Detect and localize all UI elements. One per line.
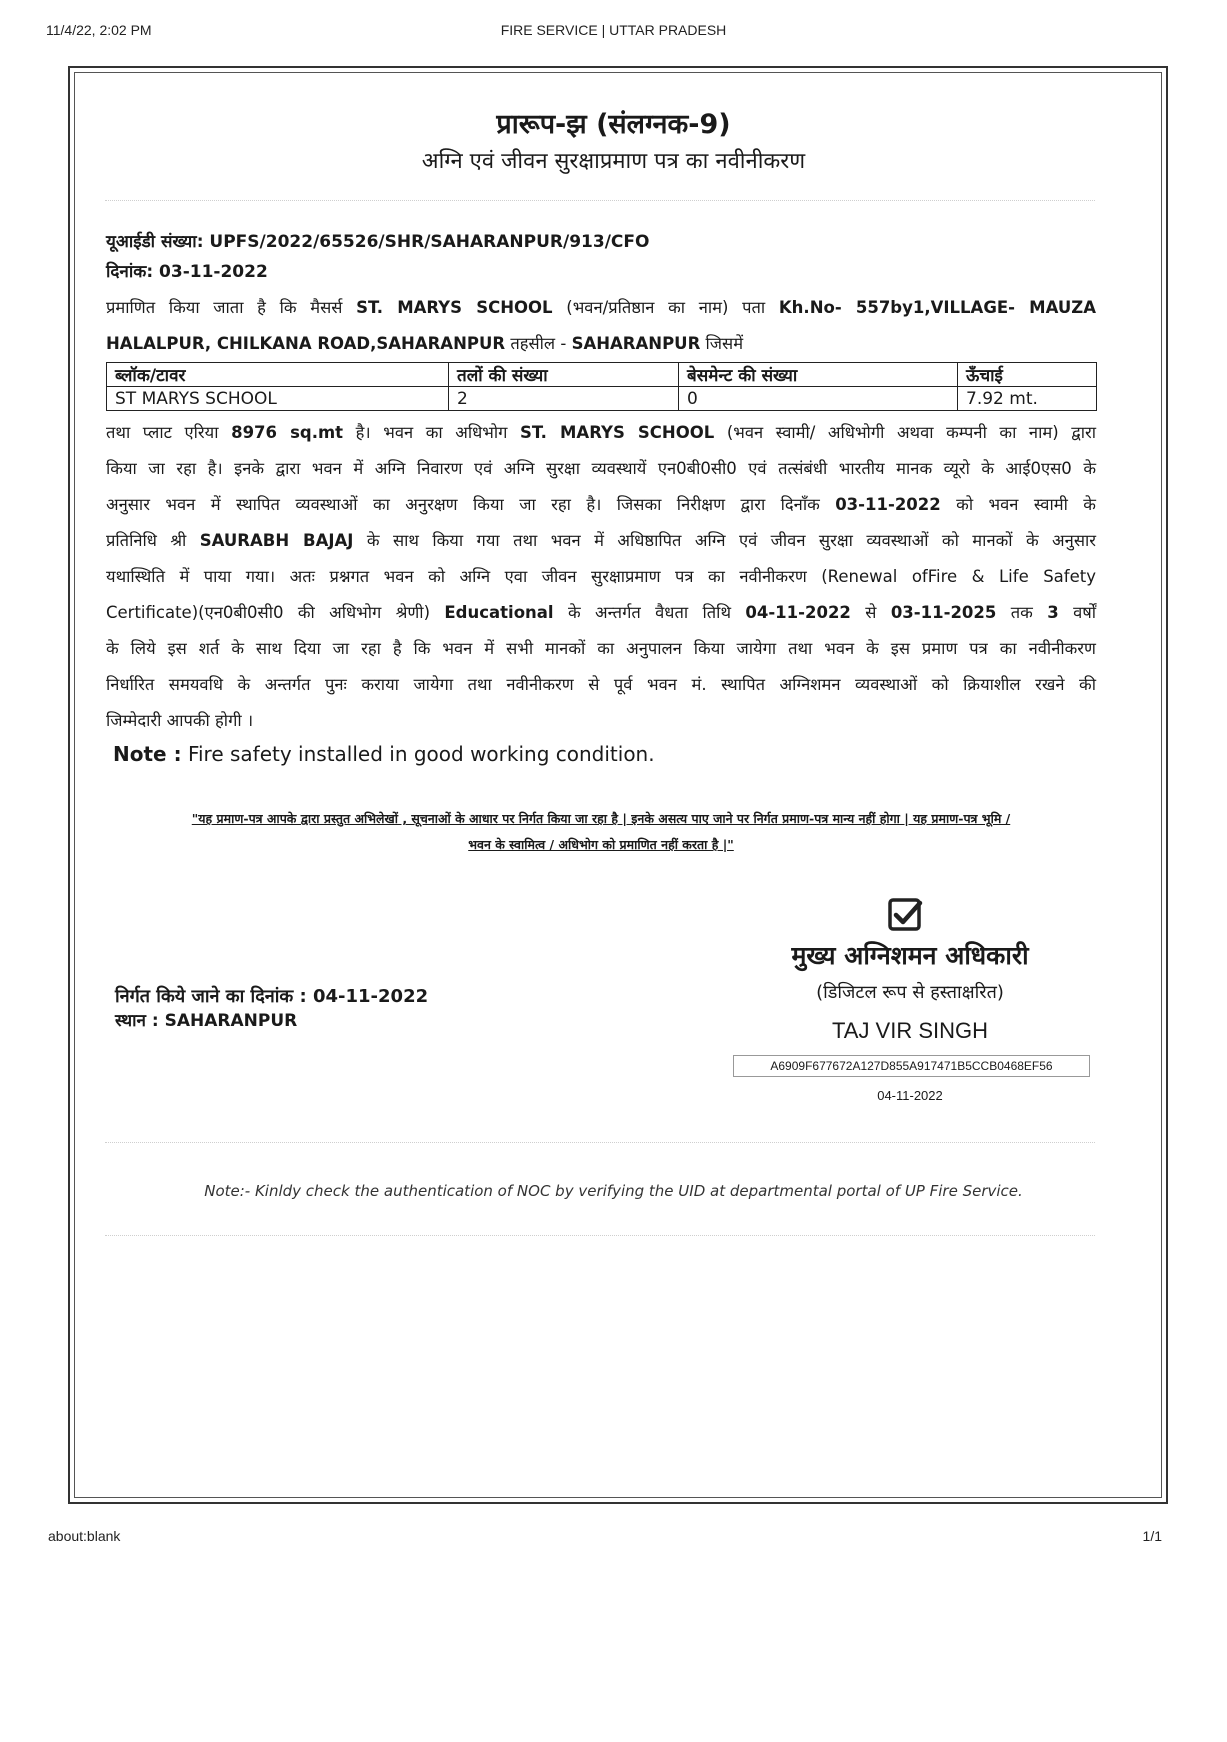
body-text: अनुसार भवन में स्थापित व्यवस्थाओं का अनुरक्षण किया जा रहा है। जिसका निरीक्षण द्वारा दिनाँक <box>106 495 820 514</box>
intro-line-2 <box>106 326 1096 362</box>
intro-paragraph <box>106 290 1096 362</box>
body-line-7: के लिये इस शर्त के साथ दिया जा रहा है कि भवन में सभी मानकों का अनुपालन किया जायेगा तथा भवन के इस प्रमाण पत्र का नवीनीकरण <box>106 639 1096 658</box>
uid-label: यूआईडी संख्या: <box>106 232 204 252</box>
issue-date-value: 04-11-2022 <box>312 986 429 1007</box>
date-value: 03-11-2022 <box>159 262 268 282</box>
table-cell: 7.92 mt. <box>958 387 1097 411</box>
body-text: के अन्तर्गत वैधता तिथि <box>567 603 731 622</box>
divider <box>105 200 1095 201</box>
inspection-date: 03-11-2022 <box>835 495 941 514</box>
issue-date-label: निर्गत किये जाने का दिनांक : <box>115 986 307 1007</box>
place-label: स्थान : <box>115 1011 159 1031</box>
digital-signature-note: (डिजिटल रूप से हस्ताक्षरित) <box>816 982 1004 1003</box>
issue-date-line <box>115 984 428 1008</box>
body-text: तथा प्लाट एरिया <box>106 423 219 442</box>
body-line-6 <box>106 595 1096 631</box>
intro-text: तहसील - <box>510 334 567 353</box>
print-datetime: 11/4/22, 2:02 PM <box>46 22 152 38</box>
table-header: ऊँचाई <box>958 363 1097 387</box>
plot-area: 8976 sq.mt <box>231 423 344 442</box>
body-line-8: निर्धारित समयवधि के अन्तर्गत पुनः कराया जायेगा तथा नवीनीकरण से पूर्व भवन मं. स्थापित अग्निशमन व्यवस्थाओं को क्रियाशील रखने की <box>106 675 1096 694</box>
validity-years: 3 <box>1047 603 1059 622</box>
signature-hash: A6909F677672A127D855A917471B5CCB0468EF56 <box>733 1055 1090 1077</box>
valid-from-date: 04-11-2022 <box>745 603 851 622</box>
address-part-1: Kh.No- 557by1,VILLAGE- MAUZA <box>778 298 1096 317</box>
body-text: तक <box>1010 603 1033 622</box>
certificate-subtitle: अग्नि एवं जीवन सुरक्षाप्रमाण पत्र का नवीनीकरण <box>421 149 806 174</box>
table-header: तलों की संख्या <box>449 363 679 387</box>
establishment-name: ST. MARYS SCHOOL <box>356 298 553 317</box>
place-line <box>115 1008 297 1031</box>
body-line-1 <box>106 415 1096 451</box>
divider <box>105 1235 1095 1236</box>
date-line <box>106 261 268 283</box>
table-header-row <box>107 363 1097 387</box>
table-cell: ST MARYS SCHOOL <box>107 387 449 411</box>
certificate-body <box>106 415 1096 739</box>
uid-value: UPFS/2022/65526/SHR/SAHARANPUR/913/CFO <box>209 232 650 252</box>
body-text: से <box>865 603 877 622</box>
body-line-2: किया जा रहा है। इनके द्वारा भवन में अग्नि निवारण एवं अग्नि सुरक्षा व्यवस्थायें एन0बी0सी0 एवं तत्संबंधी भारतीय मानक व्यूरो के आई0एस0 के <box>106 459 1096 478</box>
checkbox-checked-icon <box>887 897 923 933</box>
signatory-designation: मुख्य अग्निशमन अधिकारी <box>791 941 1029 970</box>
intro-text: जिसमें <box>705 334 744 353</box>
building-table <box>106 362 1097 411</box>
certificate-inner-border <box>74 72 1162 1498</box>
intro-line-1 <box>106 290 1096 326</box>
representative-name: SAURABH BAJAJ <box>199 531 354 550</box>
disclaimer <box>96 806 1106 858</box>
table-cell: 2 <box>449 387 679 411</box>
table-header: बेसमेन्ट की संख्या <box>679 363 958 387</box>
divider <box>105 1142 1095 1143</box>
tehsil-value: SAHARANPUR <box>571 334 701 353</box>
occupancy-category: Educational <box>444 603 554 622</box>
body-line-5: यथास्थिति में पाया गया। अतः प्रश्नगत भवन को अग्नि एवा जीवन सुरक्षाप्रमाण पत्र का नवीनीकरण (Renewal ofFire & Life Safety <box>106 567 1096 586</box>
print-page-count: 1/1 <box>1142 1528 1162 1544</box>
signatory-name: TAJ VIR SINGH <box>831 1018 989 1043</box>
body-line-3 <box>106 487 1096 523</box>
body-text: वर्षों <box>1073 603 1097 622</box>
occupant-name: ST. MARYS SCHOOL <box>520 423 715 442</box>
body-text: को भवन स्वामी के <box>956 495 1096 514</box>
disclaimer-line-2: भवन के स्वामित्व / अधिभोग को प्रमाणित नहीं करता है |" <box>468 837 734 852</box>
intro-text: प्रमाणित किया जाता है कि मैसर्स <box>106 298 343 317</box>
address-part-2: HALALPUR, CHILKANA ROAD,SAHARANPUR <box>106 334 506 353</box>
date-label: दिनांक: <box>106 262 154 282</box>
table-header: ब्लॉक/टावर <box>107 363 449 387</box>
uid-line <box>106 231 649 253</box>
body-line-4 <box>106 523 1096 559</box>
body-text: के साथ किया गया तथा भवन में अधिष्ठापित अग्नि एवं जीवन सुरक्षा व्यवस्थाओं को मानकों के अनुसार <box>366 531 1096 550</box>
table-cell: 0 <box>679 387 958 411</box>
print-site-title: FIRE SERVICE | UTTAR PRADESH <box>500 22 727 38</box>
note-label: Note : <box>113 742 182 766</box>
note-line <box>113 742 655 766</box>
disclaimer-line-1: "यह प्रमाण-पत्र आपके द्वारा प्रस्तुत अभिलेखों , सूचनाओं के आधार पर निर्गत किया जा रहा है | इनके असत्य पाए जाने पर निर्गत प्रमाण-पत्र मान्य नहीं होगा | यह प्रमाण-पत्र भूमि / <box>191 811 1011 826</box>
intro-text: (भवन/प्रतिष्ठान का नाम) पता <box>566 298 766 317</box>
verification-note: Note:- Kinldy check the authentication of NOC by verifying the UID at departmental portal of UP Fire Service. <box>204 1182 1023 1200</box>
certificate-title: प्रारूप-झ (संलग्नक-9) <box>496 109 731 140</box>
print-url: about:blank <box>48 1528 121 1544</box>
body-line-9: जिम्मेदारी आपकी होगी । <box>106 711 254 730</box>
table-row <box>107 387 1097 411</box>
body-text: है। भवन का अधिभोग <box>355 423 508 442</box>
body-text: Certificate)(एन0बी0सी0 की अधिभोग श्रेणी) <box>106 603 431 622</box>
body-text: (भवन स्वामी/ अधिभोगी अथवा कम्पनी का नाम) द्वारा <box>726 423 1097 442</box>
place-value: SAHARANPUR <box>164 1011 298 1031</box>
valid-to-date: 03-11-2025 <box>890 603 997 622</box>
signature-date: 04-11-2022 <box>877 1088 943 1103</box>
body-text: प्रतिनिधि श्री <box>106 531 187 550</box>
note-text: Fire safety installed in good working condition. <box>187 742 655 766</box>
